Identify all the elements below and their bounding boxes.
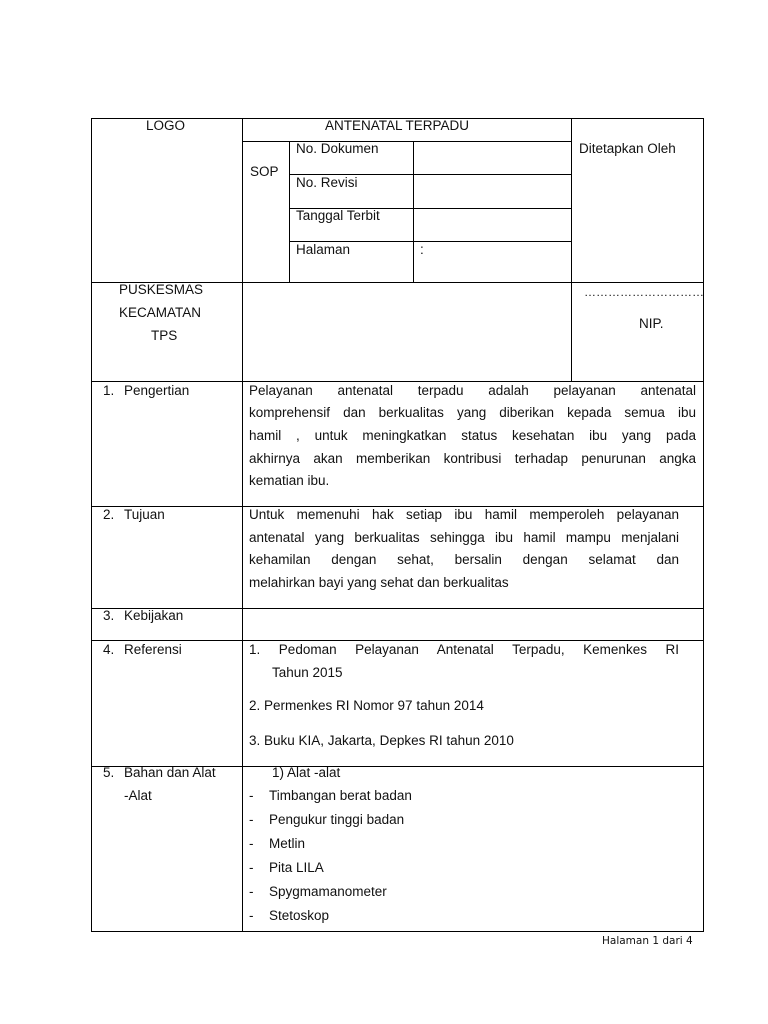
list-item: Spygmamanometer [269,884,387,899]
section-number-tujuan: 2. [103,507,115,522]
referensi-item: 3. Buku KIA, Jakarta, Depkes RI tahun 2010 [249,733,514,748]
document-title: ANTENATAL TERPADU [325,118,470,133]
field-label-tanggal-terbit: Tanggal Terbit [296,208,380,223]
tujuan-line: kehamilan dengan sehat, bersalin dengan selamat dan [249,552,679,567]
org-line-tps: TPS [151,328,178,343]
alat-subheading: 1) Alat -alat [272,765,341,780]
section-number-bahan: 5. [103,765,115,780]
section-number-kebijakan: 3. [103,608,115,623]
list-bullet: - [249,812,254,827]
section-label-bahan-line1: Bahan dan Alat [124,765,216,780]
tujuan-line: antenatal yang berkualitas sehingga ibu hamil mampu menjalani [249,530,679,545]
field-value-halaman: : [420,242,424,257]
list-bullet: - [249,836,254,851]
pengertian-line: hamil , untuk meningkatkan status kesehatan ibu yang pada [249,428,696,443]
list-bullet: - [249,860,254,875]
list-bullet: - [249,788,254,803]
field-label-halaman: Halaman [296,242,351,257]
tujuan-line: melahirkan bayi yang sehat dan berkualitas [249,575,509,590]
referensi-item: 1. Pedoman Pelayanan Antenatal Terpadu, Kemenkes RI [249,642,679,657]
tujuan-line: Untuk memenuhi hak setiap ibu hamil memperoleh pelayanan [249,507,679,522]
section-label-pengertian: Pengertian [124,383,190,398]
nip-label: NIP. [639,316,664,331]
logo-label: LOGO [146,118,186,133]
pengertian-line: Pelayanan antenatal terpadu adalah pelayanan antenatal [249,383,696,398]
list-item: Metlin [269,836,306,851]
signature-line: ………………………… [584,285,704,299]
field-label-no-revisi: No. Revisi [296,175,358,190]
sop-label: SOP [250,164,279,179]
field-label-no-dokumen: No. Dokumen [296,141,379,156]
list-bullet: - [249,908,254,923]
pengertian-line: kematian ibu. [249,473,330,488]
section-label-referensi: Referensi [124,642,182,657]
established-by-label: Ditetapkan Oleh [579,141,676,156]
section-label-tujuan: Tujuan [124,507,165,522]
org-line-kecamatan: KECAMATAN [119,305,202,320]
section-label-kebijakan: Kebijakan [124,608,184,623]
list-item: Pengukur tinggi badan [269,812,405,827]
section-number-referensi: 4. [103,642,115,657]
pengertian-line: akhirnya akan memberikan kontribusi terhadap penurunan angka [249,451,696,466]
section-number-pengertian: 1. [103,383,115,398]
list-bullet: - [249,884,254,899]
pengertian-line: komprehensif dan berkualitas yang diberikan kepada semua ibu [249,405,696,420]
section-label-bahan-line2: -Alat [124,788,152,803]
org-line-puskesmas: PUSKESMAS [119,282,204,297]
referensi-item-continuation: Tahun 2015 [272,665,343,680]
list-item: Timbangan berat badan [269,788,412,803]
page-number: Halaman 1 dari 4 [602,935,693,947]
list-item: Pita LILA [269,860,324,875]
list-item: Stetoskop [269,908,330,923]
referensi-item: 2. Permenkes RI Nomor 97 tahun 2014 [249,698,484,713]
